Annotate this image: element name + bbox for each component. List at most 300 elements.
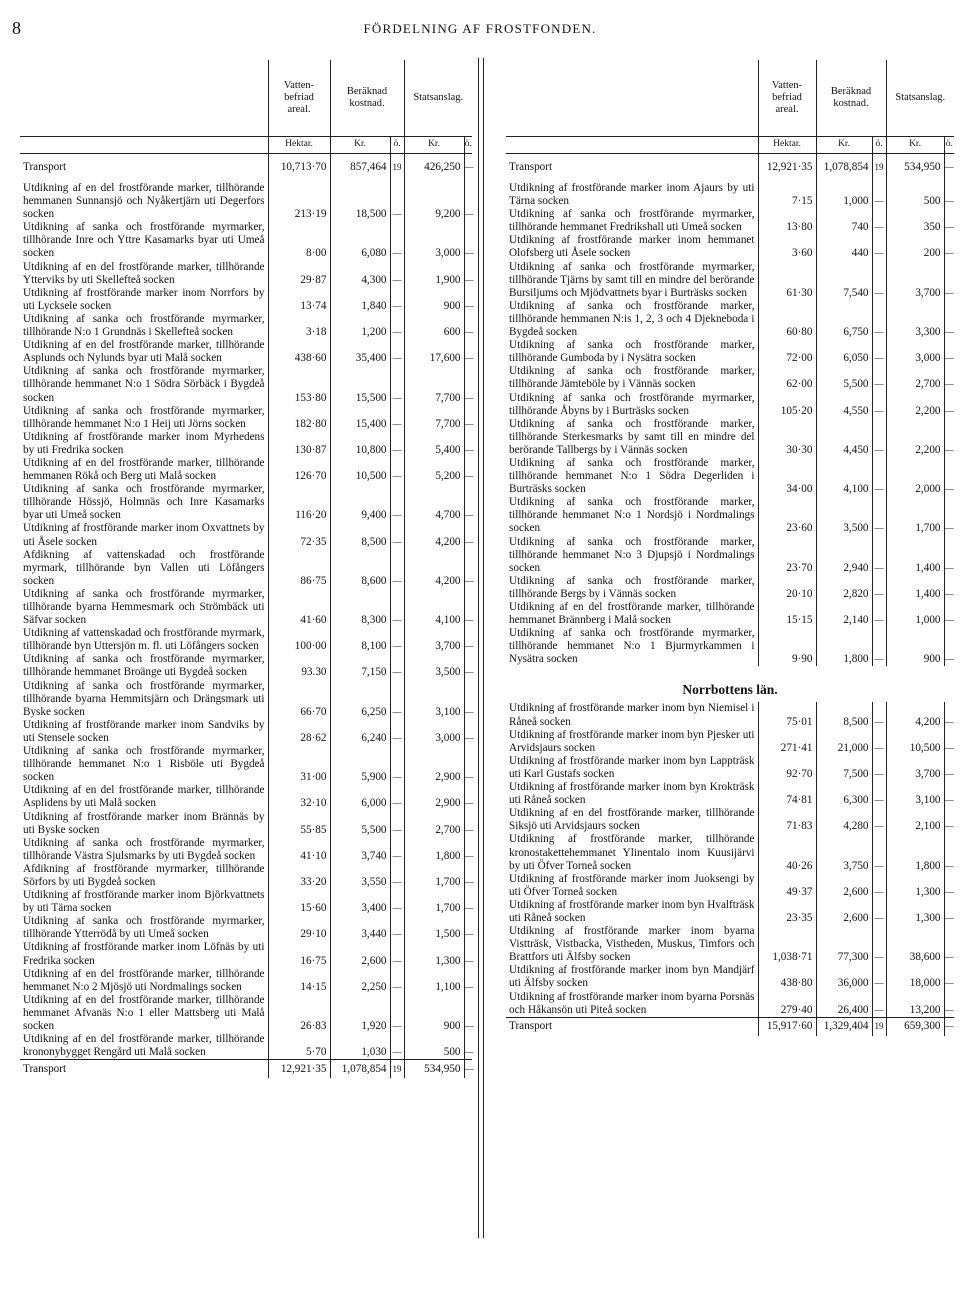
entry-cost: 6,050 [816, 339, 872, 365]
entry-grant-ore: — [944, 365, 954, 391]
unit-ore: ö. [390, 137, 404, 154]
entry-grant: 18,000 [886, 964, 944, 990]
entry-grant: 900 [404, 287, 464, 313]
entry-cost: 3,400 [330, 889, 390, 915]
table-row [506, 833, 954, 872]
unit-ore: ö. [872, 137, 886, 154]
transport-label: Transport [23, 161, 67, 174]
entry-grant: 7,700 [404, 405, 464, 431]
entry-grant-ore: — [464, 221, 472, 260]
entry-grant-ore: — [944, 873, 954, 899]
table-row [20, 837, 472, 863]
entry-cost: 26,400 [816, 991, 872, 1018]
entry-grant-ore: — [944, 182, 954, 208]
transport-cost: 1,078,854 [816, 154, 872, 183]
entry-grant: 1,000 [886, 601, 944, 627]
entry-area: 30·30 [758, 418, 816, 457]
entry-grant: 4,200 [886, 702, 944, 728]
entry-grant-ore: — [464, 431, 472, 457]
entry-cost: 5,900 [330, 745, 390, 784]
entry-grant: 1,100 [404, 968, 464, 994]
entry-cost-ore: — [390, 588, 404, 627]
entry-grant-ore: — [464, 182, 472, 221]
entry-grant: 4,700 [404, 483, 464, 522]
table-row [20, 863, 472, 889]
table-row [506, 781, 954, 807]
entry-cost: 18,500 [330, 182, 390, 221]
entry-area: 32·10 [268, 784, 330, 810]
table-row [20, 365, 472, 404]
table-row [506, 418, 954, 457]
entry-grant: 1,400 [886, 575, 944, 601]
entry-cost: 4,550 [816, 392, 872, 418]
entry-cost: 4,300 [330, 261, 390, 287]
table-row [20, 339, 472, 365]
table-row [506, 873, 954, 899]
entry-grant: 2,900 [404, 745, 464, 784]
table-row [20, 588, 472, 627]
entry-cost: 740 [816, 208, 872, 234]
entry-area: 279·40 [758, 991, 816, 1018]
entry-grant-ore: — [464, 745, 472, 784]
table-row [506, 729, 954, 755]
entry-description: Utdikning af sanka och frostförande marker, tillhörande hemmanet N:o 3 Djupsjö i Nordmalings socken [509, 535, 755, 574]
entry-cost: 8,300 [330, 588, 390, 627]
entry-area: 1,038·71 [758, 925, 816, 964]
entry-cost: 1,000 [816, 182, 872, 208]
column-divider [478, 58, 479, 1238]
column-headers [20, 60, 472, 137]
entry-cost: 9,400 [330, 483, 390, 522]
entry-description: Utdikning af en del frostförande marker, tillhörande hemmanen Sunnansjö och Nyåkertjärn uti Degerfors socken [23, 182, 265, 221]
table-row [506, 234, 954, 260]
entry-grant: 17,600 [404, 339, 464, 365]
entry-area: 41·60 [268, 588, 330, 627]
header-cost: Beräknad kostnad. [330, 60, 404, 137]
entry-grant-ore: — [944, 496, 954, 535]
entry-description: Utdikning af frostförande marker inom byarna Porsnäs och Håkansön uti Piteå socken [509, 990, 755, 1016]
entry-description: Utdikning af en del frostförande marker, tillhörande Asplunds och Nylunds byar uti Malå socken [23, 339, 265, 365]
column-headers [506, 60, 954, 137]
table-row [20, 994, 472, 1033]
entry-cost-ore: — [390, 405, 404, 431]
unit-ore: ö. [944, 137, 954, 154]
entry-area: 100·00 [268, 627, 330, 653]
entry-cost-ore: — [872, 899, 886, 925]
entry-cost-ore: — [872, 991, 886, 1018]
entry-description: Utdikning af sanka och frostförande myrmarker, tillhörande Ytterrödå by uti Umeå socken [23, 915, 265, 941]
unit-kr: Kr. [816, 137, 872, 154]
table-row [506, 702, 954, 728]
entry-grant: 1,300 [404, 941, 464, 967]
entry-cost: 15,400 [330, 405, 390, 431]
entry-grant: 3,700 [404, 627, 464, 653]
entry-area: 41·10 [268, 837, 330, 863]
table-row [20, 1033, 472, 1060]
entry-description: Utdikning af sanka och frostförande myrmarker, tillhörande Västra Sjulsmarks by uti Bygdeå socken [23, 836, 265, 862]
entry-cost: 8,500 [816, 702, 872, 728]
entry-cost-ore: — [872, 729, 886, 755]
entry-cost: 21,000 [816, 729, 872, 755]
header-grant: Statsanslag. [886, 60, 954, 137]
entry-cost: 8,500 [330, 522, 390, 548]
entry-description: Utdikning af en del frostförande marker, tillhörande krononybygget Rengård uti Malå socken [23, 1033, 265, 1059]
entry-area: 28·62 [268, 719, 330, 745]
entry-cost: 6,240 [330, 719, 390, 745]
entry-area: 13·74 [268, 287, 330, 313]
entry-description: Utdikning af sanka och frostförande myrmarker, tillhörande hemmanet N:o 1 Södra Sörbäck i Bygdeå socken [23, 365, 265, 404]
entry-grant: 3,300 [886, 300, 944, 339]
unit-kr: Kr. [886, 137, 944, 154]
entry-area: 92·70 [758, 755, 816, 781]
entry-area: 61·30 [758, 261, 816, 300]
entry-grant: 5,400 [404, 431, 464, 457]
transport-in-row: Transport 12,921·35 1,078,854 19 534,950 — [506, 154, 954, 183]
entry-description: Utdikning af frostförande marker inom Löfnäs by uti Fredrika socken [23, 941, 265, 967]
entry-description: Utdikning af sanka och frostförande myrmarker, tillhörande hemmanet N:o 1 Risböle uti Bygdeå socken [23, 745, 265, 784]
table-row [506, 300, 954, 339]
table-row [506, 899, 954, 925]
entry-area: 29·10 [268, 915, 330, 941]
entry-cost-ore: — [872, 418, 886, 457]
table-row [20, 968, 472, 994]
entry-cost-ore: — [390, 339, 404, 365]
entry-area: 126·70 [268, 457, 330, 483]
entry-area: 23·60 [758, 496, 816, 535]
transport-area: 10,713·70 [268, 154, 330, 183]
entry-area: 182·80 [268, 405, 330, 431]
entry-cost: 4,280 [816, 807, 872, 833]
entry-area: 3·60 [758, 234, 816, 260]
entry-grant: 1,400 [886, 536, 944, 575]
unit-row [506, 137, 954, 154]
entry-description: Utdikning af en del frostförande marker, tillhörande hemmanet Afvanäs N:o 1 eller Mattsberg uti Malå socken [23, 993, 265, 1032]
transport-area: 12,921·35 [758, 154, 816, 183]
left-table [20, 60, 472, 1078]
table-row [506, 392, 954, 418]
table-row [20, 889, 472, 915]
entry-cost: 3,440 [330, 915, 390, 941]
entry-grant-ore: — [464, 522, 472, 548]
entry-cost-ore: — [390, 745, 404, 784]
table-row [20, 313, 472, 339]
entry-cost-ore: — [872, 365, 886, 391]
entry-cost: 4,450 [816, 418, 872, 457]
table-row [20, 784, 472, 810]
entry-grant-ore: — [464, 405, 472, 431]
entry-grant-ore: — [944, 208, 954, 234]
entry-grant-ore: — [464, 261, 472, 287]
entry-grant-ore: — [944, 899, 954, 925]
entry-area: 5·70 [268, 1033, 330, 1060]
entry-grant: 1,300 [886, 873, 944, 899]
entry-area: 49·37 [758, 873, 816, 899]
entry-cost: 6,300 [816, 781, 872, 807]
table-row [20, 627, 472, 653]
entry-grant: 2,700 [886, 365, 944, 391]
transport-grant: 659,300 [886, 1017, 944, 1036]
entry-description: Utdikning af frostförande marker inom byn Krokträsk uti Råneå socken [509, 781, 755, 807]
entry-cost-ore: — [872, 575, 886, 601]
entry-cost-ore: — [872, 807, 886, 833]
entry-grant: 2,900 [404, 784, 464, 810]
entry-cost: 2,600 [330, 941, 390, 967]
entry-cost: 6,000 [330, 784, 390, 810]
entry-grant-ore: — [944, 807, 954, 833]
entry-cost-ore: — [390, 182, 404, 221]
entry-cost-ore: — [872, 339, 886, 365]
transport-cost: 1,078,854 [330, 1060, 390, 1079]
table-row [20, 457, 472, 483]
entry-grant: 900 [886, 627, 944, 666]
entry-cost: 2,250 [330, 968, 390, 994]
table-row [20, 719, 472, 745]
entry-cost: 5,500 [330, 811, 390, 837]
entry-cost-ore: — [390, 522, 404, 548]
entry-description: Utdikning af frostförande marker inom byn Mandjärf uti Älfsby socken [509, 964, 755, 990]
entry-grant: 3,700 [886, 755, 944, 781]
entry-cost-ore: — [390, 365, 404, 404]
entry-area: 33·20 [268, 863, 330, 889]
entry-cost: 1,200 [330, 313, 390, 339]
entry-cost-ore: — [390, 784, 404, 810]
entry-grant: 200 [886, 234, 944, 260]
entry-description: Utdikning af sanka och frostförande marker, tillhörande hemmanet N:o 1 Nordsjö i Nordmalings socken [509, 496, 755, 535]
entry-cost: 2,940 [816, 536, 872, 575]
entry-area: 60·80 [758, 300, 816, 339]
entry-area: 23·35 [758, 899, 816, 925]
entry-cost: 1,030 [330, 1033, 390, 1060]
entry-grant: 2,700 [404, 811, 464, 837]
table-row [20, 549, 472, 588]
entry-area: 71·83 [758, 807, 816, 833]
entry-grant-ore: — [464, 863, 472, 889]
transport-grant: 426,250 [404, 154, 464, 183]
entry-cost-ore: — [390, 915, 404, 941]
column-divider [483, 58, 484, 1238]
table-row [20, 745, 472, 784]
entry-area: 438·60 [268, 339, 330, 365]
entry-description: Utdikning af sanka och frostförande myrmarker, tillhörande hemmanet N:o 1 Bjurmyrkammen i Nysätra socken [509, 627, 755, 666]
entry-cost-ore: — [390, 863, 404, 889]
entry-area: 93.30 [268, 653, 330, 679]
table-row [506, 261, 954, 300]
table-row [20, 182, 472, 221]
entry-grant-ore: — [464, 837, 472, 863]
entry-cost-ore: — [390, 941, 404, 967]
entry-description: Utdikning af sanka och frostförande myrmarker, tillhörande Tjärns by samt till en mindre del berörande Bursiljums och Mjödvattnets byar i Burträsks socken [509, 260, 755, 299]
entry-cost: 77,300 [816, 925, 872, 964]
entry-grant: 1,700 [886, 496, 944, 535]
entry-cost: 7,150 [330, 653, 390, 679]
entry-cost: 5,500 [816, 365, 872, 391]
entry-area: 62·00 [758, 365, 816, 391]
entry-cost-ore: — [390, 1033, 404, 1060]
table-row [20, 653, 472, 679]
entry-grant: 3,000 [404, 719, 464, 745]
entry-grant: 1,800 [404, 837, 464, 863]
entry-area: 13·80 [758, 208, 816, 234]
entry-description: Utdikning af sanka och frostförande marker, tillhörande hemmanen N:is 1, 2, 3 och 4 Djekneboda i Bygdeå socken [509, 299, 755, 339]
entry-grant: 7,700 [404, 365, 464, 404]
entry-area: 438·80 [758, 964, 816, 990]
entry-cost-ore: — [872, 702, 886, 728]
entry-grant: 350 [886, 208, 944, 234]
entry-cost: 1,800 [816, 627, 872, 666]
entry-grant-ore: — [464, 339, 472, 365]
table-row [20, 431, 472, 457]
entry-area: 130·87 [268, 431, 330, 457]
entry-area: 23·70 [758, 536, 816, 575]
entry-grant-ore: — [464, 1033, 472, 1060]
entry-cost-ore: — [872, 781, 886, 807]
entry-cost-ore: — [872, 755, 886, 781]
entry-grant: 3,100 [886, 781, 944, 807]
entry-description: Utdikning af sanka och frostförande myrmarker, tillhörande byarna Hemmesmark och Strömbäck uti Säfvar socken [23, 587, 265, 627]
table-row [506, 575, 954, 601]
table-row [506, 457, 954, 496]
transport-grant: 534,950 [404, 1060, 464, 1079]
entry-area: 40·26 [758, 833, 816, 872]
entry-cost-ore: — [390, 287, 404, 313]
running-head: FÖRDELNING AF FROSTFONDEN. [363, 21, 597, 36]
entry-cost-ore: — [872, 392, 886, 418]
entry-cost-ore: — [390, 719, 404, 745]
entry-grant-ore: — [944, 833, 954, 872]
transport-cost: 1,329,404 [816, 1017, 872, 1036]
transport-out-row: Transport 12,921·35 1,078,854 19 534,950 — [20, 1060, 472, 1079]
entry-description: Utdikning af sanka och frostförande marker, tillhörande Bergs by i Vännäs socken [509, 574, 755, 600]
entry-cost: 6,080 [330, 221, 390, 260]
entry-grant: 4,100 [404, 588, 464, 627]
entry-description: Utdikning af sanka och frostförande myrmarker, tillhörande hemmanet N:o 1 Heij uti Jörns socken [23, 404, 265, 430]
transport-cost: 857,464 [330, 154, 390, 183]
entry-cost-ore: — [390, 457, 404, 483]
entry-description: Utdikning af sanka och frostförande marker, tillhörande Jämteböle by i Vännäs socken [509, 365, 755, 391]
page-number: 8 [12, 18, 21, 38]
entry-cost-ore: — [390, 811, 404, 837]
entry-cost-ore: — [390, 994, 404, 1033]
entry-area: 14·15 [268, 968, 330, 994]
table-row [506, 208, 954, 234]
entry-area: 3·18 [268, 313, 330, 339]
entry-area: 20·10 [758, 575, 816, 601]
entry-area: 74·81 [758, 781, 816, 807]
entry-grant-ore: — [464, 549, 472, 588]
table-row [20, 261, 472, 287]
entry-cost-ore: — [872, 873, 886, 899]
entry-grant-ore: — [944, 925, 954, 964]
entry-grant-ore: — [944, 729, 954, 755]
entry-grant: 1,700 [404, 863, 464, 889]
entry-cost-ore: — [872, 833, 886, 872]
entry-grant: 3,100 [404, 680, 464, 719]
entry-cost: 1,840 [330, 287, 390, 313]
entry-description: Utdikning af frostförande marker inom hemmanet Olofsberg uti Åsele socken [509, 234, 755, 260]
entry-cost: 36,000 [816, 964, 872, 990]
unit-row [20, 137, 472, 154]
entry-cost: 35,400 [330, 339, 390, 365]
entry-area: 15·15 [758, 601, 816, 627]
entry-grant: 9,200 [404, 182, 464, 221]
table-row [20, 680, 472, 719]
entry-description: Utdikning af frostförande marker inom byn Pjesker uti Arvidsjaurs socken [509, 728, 755, 754]
table-row [506, 601, 954, 627]
entry-description: Utdikning af frostförande marker inom byn Hvalfträsk uti Råneå socken [509, 898, 755, 924]
transport-grant: 534,950 [886, 154, 944, 183]
transport-ore: 19 [872, 154, 886, 183]
transport-ore: 19 [872, 1017, 886, 1036]
entry-description: Utdikning af frostförande marker inom Björkvattnets by uti Tärna socken [23, 889, 265, 915]
unit-ore: ö. [464, 137, 472, 154]
entry-area: 153·80 [268, 365, 330, 404]
entry-cost-ore: — [872, 536, 886, 575]
entry-area: 9·90 [758, 627, 816, 666]
entry-description: Utdikning af en del frostförande marker, tillhörande Siksjö uti Arvidsjaurs socken [509, 807, 755, 833]
transport-area: 15,917·60 [758, 1017, 816, 1036]
table-row [506, 536, 954, 575]
entry-area: 72·00 [758, 339, 816, 365]
entry-description: Utdikning af sanka och frostförande marker, tillhörande Gumboda by i Nysätra socken [509, 339, 755, 365]
unit-kr: Kr. [404, 137, 464, 154]
entry-description: Utdikning af frostförande marker inom Juoksengi by uti Öfver Torneå socken [509, 872, 755, 898]
entry-description: Utdikning af en del frostförande marker, tillhörande hemmanet N:o 2 Mjösjö uti Nordmalings socken [23, 967, 265, 993]
entry-description: Utdikning af frostförande marker inom byarna Vistträsk, Vistbacka, Vistheden, Muskus, Timfors och Brattfors uti Älfsby socken [509, 925, 755, 964]
entry-grant: 5,200 [404, 457, 464, 483]
entry-description: Utdikning af en del frostförande marker, tillhörande hemmanen Rökå och Berg uti Malå socken [23, 456, 265, 483]
transport-area: 12,921·35 [268, 1060, 330, 1079]
entry-grant-ore: — [944, 702, 954, 728]
unit-kr: Kr. [330, 137, 390, 154]
table-row [506, 627, 954, 666]
table-row [20, 522, 472, 548]
table-row [506, 339, 954, 365]
entry-area: 15·60 [268, 889, 330, 915]
entry-cost-ore: — [390, 627, 404, 653]
entry-cost-ore: — [872, 234, 886, 260]
entry-description: Utdikning af en del frostförande marker, tillhörande Asplidens by uti Malå socken [23, 784, 265, 810]
entry-cost: 6,750 [816, 300, 872, 339]
entry-description: Utdikning af sanka och frostförande myrmarker, tillhörande hemmanet Fredrikshall uti Umeå socken [509, 208, 755, 234]
entry-cost: 2,140 [816, 601, 872, 627]
entry-cost-ore: — [872, 964, 886, 990]
entry-grant: 38,600 [886, 925, 944, 964]
entry-grant-ore: — [944, 339, 954, 365]
entry-area: 31·00 [268, 745, 330, 784]
entry-cost: 3,740 [330, 837, 390, 863]
entry-grant: 500 [404, 1033, 464, 1060]
table-row [20, 483, 472, 522]
entry-grant-ore: — [464, 588, 472, 627]
entry-grant: 500 [886, 182, 944, 208]
entry-cost: 3,750 [816, 833, 872, 872]
entry-description: Utdikning af sanka och frostförande myrmarker, tillhörande Åbyns by i Burträsks socken [509, 391, 755, 417]
entry-grant: 2,200 [886, 392, 944, 418]
entry-description: Afdikning af frostförande myrmarker, tillhörande Sörfors by uti Bygdeå socken [23, 862, 265, 888]
entry-cost: 2,600 [816, 873, 872, 899]
section-heading-row [506, 666, 954, 702]
entry-cost-ore: — [390, 549, 404, 588]
entry-grant-ore: — [464, 483, 472, 522]
entry-grant: 1,800 [886, 833, 944, 872]
entry-grant-ore: — [464, 457, 472, 483]
entry-description: Utdikning af frostförande marker inom byn Niemisel i Råneå socken [509, 702, 755, 728]
entry-grant-ore: — [944, 261, 954, 300]
header-cost: Beräknad kostnad. [816, 60, 886, 137]
entry-area: 29·87 [268, 261, 330, 287]
entry-cost-ore: — [390, 653, 404, 679]
entry-area: 26·83 [268, 994, 330, 1033]
